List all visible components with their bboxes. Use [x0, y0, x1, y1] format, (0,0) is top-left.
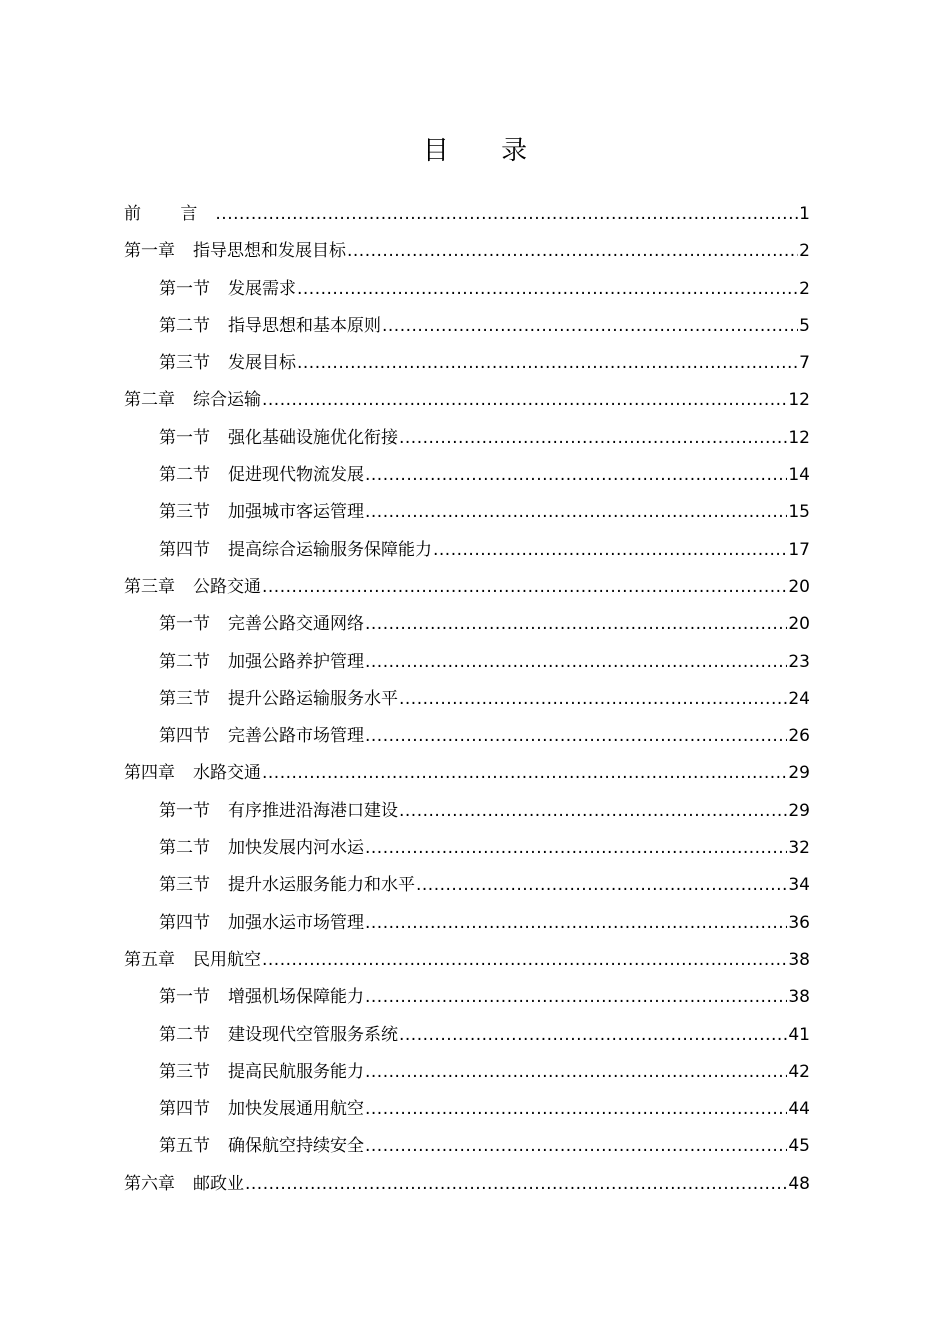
toc-entry-label [159, 1017, 398, 1054]
toc-entry-label [159, 532, 432, 569]
toc-chapter-entry[interactable] [124, 755, 810, 792]
toc-entry-number: 第二节 [159, 838, 210, 859]
toc-entry-number: 第一章 [124, 241, 175, 262]
toc-entry-number: 第二章 [124, 390, 175, 411]
toc-entry-label [159, 1091, 364, 1128]
toc-section-entry[interactable] [124, 905, 810, 942]
toc-section-entry[interactable] [124, 1054, 810, 1091]
toc-page-number: 5 [799, 315, 810, 336]
toc-section-entry[interactable] [124, 793, 810, 830]
toc-page-number: 20 [788, 614, 810, 635]
toc-entry-label [159, 606, 364, 643]
toc-entry-title: 提升水运服务能力和水平 [228, 875, 415, 896]
toc-entry-label [159, 271, 296, 308]
toc-entry-label [124, 382, 261, 419]
toc-page-number: 15 [788, 502, 810, 523]
toc-chapter-entry[interactable] [124, 233, 810, 270]
toc-chapter-entry[interactable] [124, 942, 810, 979]
toc-page-number: 41 [788, 1024, 810, 1045]
dot-leader [262, 382, 787, 419]
toc-entry-number: 第三节 [159, 875, 210, 896]
toc-entry-label [159, 308, 381, 345]
toc-entry-number: 第一节 [159, 427, 210, 448]
toc-entry-title: 有序推进沿海港口建设 [228, 800, 398, 821]
dot-leader [382, 308, 798, 345]
toc-section-entry[interactable] [124, 494, 810, 531]
toc-entry-label [159, 644, 364, 681]
toc-page-number: 45 [788, 1136, 810, 1157]
toc-entry-label [159, 793, 398, 830]
toc-page-number: 2 [799, 241, 810, 262]
toc-entry-title: 增强机场保障能力 [228, 987, 364, 1008]
toc-entry-number: 第三节 [159, 1061, 210, 1082]
dot-leader [399, 1017, 787, 1054]
toc-page-number: 7 [799, 353, 810, 374]
toc-entry-title: 促进现代物流发展 [228, 465, 364, 486]
toc-entry-label [124, 233, 346, 270]
dot-leader [365, 606, 787, 643]
dot-leader [365, 1091, 787, 1128]
toc-section-entry[interactable] [124, 532, 810, 569]
toc-page-number: 12 [788, 427, 810, 448]
toc-section-entry[interactable] [124, 308, 810, 345]
toc-entry-number: 第二节 [159, 651, 210, 672]
toc-entry-label [124, 942, 261, 979]
toc-entry-title: 加强城市客运管理 [228, 502, 364, 523]
toc-entry-label [124, 196, 214, 233]
toc-section-entry[interactable] [124, 718, 810, 755]
toc-entry-number: 第一节 [159, 987, 210, 1008]
toc-entry-label [159, 905, 364, 942]
dot-leader [347, 233, 798, 270]
toc-page-number: 38 [788, 949, 810, 970]
toc-page-number: 12 [788, 390, 810, 411]
toc-section-entry[interactable] [124, 1128, 810, 1165]
toc-entry-title: 民用航空 [193, 949, 261, 970]
toc-entry-title: 确保航空持续安全 [228, 1136, 364, 1157]
toc-entry-label [159, 681, 398, 718]
toc-entry-number: 前 言 [124, 204, 215, 224]
page-title: 目 录 [422, 136, 550, 166]
toc-entry-title: 完善公路交通网络 [228, 614, 364, 635]
toc-entry-title: 发展目标 [228, 353, 296, 374]
toc-page-number: 44 [788, 1099, 810, 1120]
dot-leader [399, 420, 787, 457]
dot-leader [297, 271, 798, 308]
toc-entry-title: 建设现代空管服务系统 [228, 1024, 398, 1045]
toc-entry-number: 第六章 [124, 1173, 175, 1194]
toc-page-number: 20 [788, 576, 810, 597]
dot-leader [365, 1054, 787, 1091]
toc-entry-label [159, 457, 364, 494]
dot-leader [262, 755, 787, 792]
toc-entry-title: 公路交通 [193, 576, 261, 597]
toc-entry-number: 第五节 [159, 1136, 210, 1157]
toc-page-number: 48 [788, 1173, 810, 1194]
toc-entry-number: 第四节 [159, 1099, 210, 1120]
toc-entry-number: 第四节 [159, 912, 210, 933]
toc-entry-title: 加强水运市场管理 [228, 912, 364, 933]
toc-page-number: 29 [788, 763, 810, 784]
toc-entry-title: 综合运输 [193, 390, 261, 411]
dot-leader [297, 345, 798, 382]
toc-entry-number: 第二节 [159, 315, 210, 336]
toc-chapter-entry[interactable] [124, 1166, 810, 1203]
toc-entry-title: 提升公路运输服务水平 [228, 688, 398, 709]
toc-page-number: 26 [788, 726, 810, 747]
toc-section-entry[interactable] [124, 271, 810, 308]
toc-entry-title: 指导思想和发展目标 [193, 241, 346, 262]
toc-entry-title: 加快发展内河水运 [228, 838, 364, 859]
toc-entry-label [124, 569, 261, 606]
toc-entry-label [159, 420, 398, 457]
toc-entry-title: 提高民航服务能力 [228, 1061, 364, 1082]
toc-chapter-entry[interactable] [124, 569, 810, 606]
toc-section-entry[interactable] [124, 345, 810, 382]
toc-section-entry[interactable] [124, 979, 810, 1016]
toc-entry-label [159, 494, 364, 531]
toc-entry-title: 提高综合运输服务保障能力 [228, 539, 432, 560]
toc-entry-title: 指导思想和基本原则 [228, 315, 381, 336]
toc-entry-number: 第二节 [159, 465, 210, 486]
toc-section-entry[interactable] [124, 1017, 810, 1054]
toc-page-number: 29 [788, 800, 810, 821]
toc-entry-title: 加快发展通用航空 [228, 1099, 364, 1120]
toc-page-number: 1 [799, 204, 810, 224]
toc-page-number: 2 [799, 278, 810, 299]
toc-entry-number: 第四节 [159, 726, 210, 747]
toc-entry-number: 第三章 [124, 576, 175, 597]
toc-entry-number: 第三节 [159, 353, 210, 374]
dot-leader [215, 196, 798, 233]
toc-section-entry[interactable] [124, 830, 810, 867]
dot-leader [365, 718, 787, 755]
toc-entry-title: 发展需求 [228, 278, 296, 299]
dot-leader [365, 979, 787, 1016]
toc-entry-number: 第五章 [124, 949, 175, 970]
toc-entry-label [124, 1166, 244, 1203]
toc-section-entry[interactable] [124, 1091, 810, 1128]
toc-entry-label [124, 755, 261, 792]
toc-page-number: 14 [788, 465, 810, 486]
dot-leader [399, 681, 787, 718]
toc-entry-title: 完善公路市场管理 [228, 726, 364, 747]
toc-entry-number: 第一节 [159, 614, 210, 635]
dot-leader [433, 532, 787, 569]
toc-entry-label [159, 718, 364, 755]
dot-leader [416, 867, 787, 904]
toc-entry-number: 第四节 [159, 539, 210, 560]
dot-leader [365, 830, 787, 867]
toc-section-entry[interactable] [124, 644, 810, 681]
toc-entry-number: 第四章 [124, 763, 175, 784]
toc-section-entry[interactable] [124, 457, 810, 494]
dot-leader [365, 905, 787, 942]
toc-entry-number: 第三节 [159, 502, 210, 523]
toc-page-number: 38 [788, 987, 810, 1008]
toc-page-number: 24 [788, 688, 810, 709]
toc-entry-label [159, 867, 415, 904]
toc-entry-label [159, 1128, 364, 1165]
dot-leader [365, 644, 787, 681]
toc-section-entry[interactable] [124, 420, 810, 457]
toc-entry-title: 邮政业 [193, 1173, 244, 1194]
toc-section-entry[interactable] [124, 606, 810, 643]
toc-page-number: 36 [788, 912, 810, 933]
dot-leader [365, 494, 787, 531]
toc-entry-number: 第三节 [159, 688, 210, 709]
toc-entry-label [159, 830, 364, 867]
dot-leader [245, 1166, 787, 1203]
toc-entry-label [159, 979, 364, 1016]
toc-entry-title: 水路交通 [193, 763, 261, 784]
toc-page-number: 23 [788, 651, 810, 672]
toc-entry-label [159, 1054, 364, 1091]
toc-entry-title: 强化基础设施优化衔接 [228, 427, 398, 448]
dot-leader [365, 1128, 787, 1165]
toc-page-number: 32 [788, 838, 810, 859]
toc-entry-number: 第一节 [159, 278, 210, 299]
toc-entry-number: 第一节 [159, 800, 210, 821]
dot-leader [365, 457, 787, 494]
dot-leader [262, 942, 787, 979]
toc-chapter-entry[interactable] [124, 196, 810, 233]
toc-page-number: 34 [788, 875, 810, 896]
toc-page-number: 42 [788, 1061, 810, 1082]
dot-leader [399, 793, 787, 830]
toc-section-entry[interactable] [124, 867, 810, 904]
dot-leader [262, 569, 787, 606]
toc-entry-label [159, 345, 296, 382]
toc-page-number: 17 [788, 539, 810, 560]
toc-section-entry[interactable] [124, 681, 810, 718]
table-of-contents [124, 196, 810, 1203]
toc-entry-title: 加强公路养护管理 [228, 651, 364, 672]
toc-entry-number: 第二节 [159, 1024, 210, 1045]
toc-chapter-entry[interactable] [124, 382, 810, 419]
